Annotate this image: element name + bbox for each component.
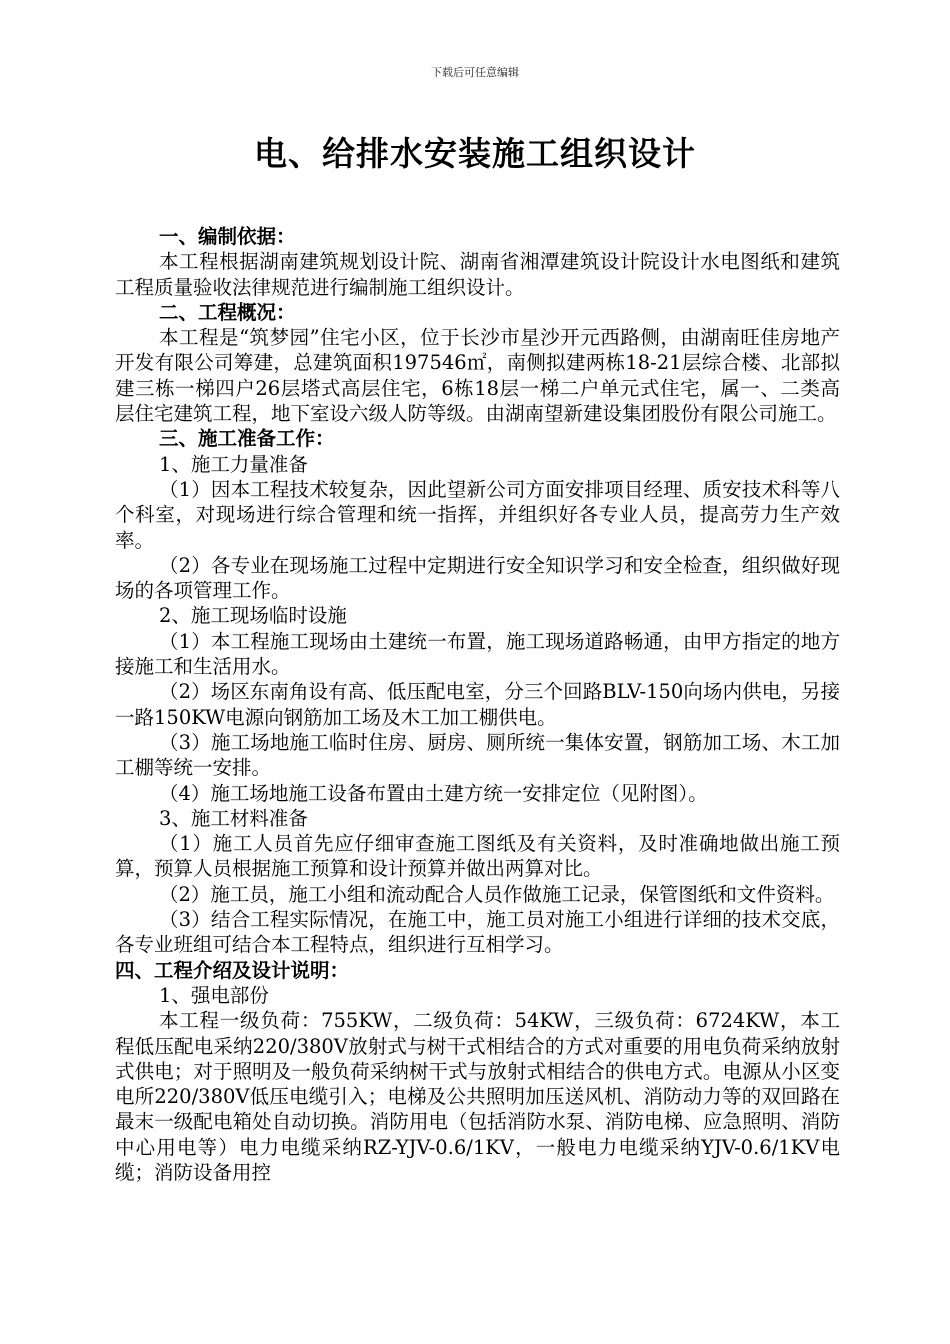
- paragraph: （2）场区东南角设有高、低压配电室，分三个回路BLV-150向场内供电，另接一路150KW电源向钢筋加工场及木工加工棚供电。: [115, 680, 840, 729]
- paragraph: 本工程是“筑梦园”住宅小区，位于长沙市星沙开元西路侧，由湖南旺佳房地产开发有限公司筹建，总建筑面积197546㎡，南侧拟建两栋18-21层综合楼、北部拟建三栋一梯四户26层塔式高层住宅，6栋18层一梯二户单元式住宅，属一、二类高层住宅建筑工程，地下室设六级人防等级。由湖南望新建设集团股份有限公司施工。: [115, 326, 840, 426]
- paragraph: （3）施工场地施工临时住房、厨房、厕所统一集体安置，钢筋加工场、木工加工棚等统一安排。: [115, 730, 840, 780]
- paragraph: （1）施工人员首先应仔细审查施工图纸及有关资料，及时准确地做出施工预算，预算人员根据施工预算和设计预算并做出两算对比。: [115, 832, 840, 881]
- subsection-heading: 3、施工材料准备: [159, 806, 308, 830]
- section-heading-design: 四、工程介绍及设计说明：: [115, 958, 350, 982]
- paragraph: （1）本工程施工现场由土建统一布置，施工现场道路畅通，由甲方指定的地方接施工和生活用水。: [115, 629, 840, 679]
- paragraph: 本工程根据湖南建筑规划设计院、湖南省湘潭建筑设计院设计水电图纸和建筑工程质量验收法律规范进行编制施工组织设计。: [115, 250, 840, 299]
- section-heading-overview: 二、工程概况：: [159, 300, 296, 324]
- subsection-heading: 1、施工力量准备: [159, 452, 308, 476]
- paragraph: （2）各专业在现场施工过程中定期进行安全知识学习和安全检查，组织做好现场的各项管理工作。: [115, 553, 840, 603]
- document-title: 电、给排水安装施工组织设计: [254, 134, 696, 173]
- paragraph: （1）因本工程技术较复杂，因此望新公司方面安排项目经理、质安技术科等八个科室，对现场进行综合管理和统一指挥，并组织好各专业人员，提高劳力生产效率。: [115, 477, 840, 552]
- section-heading-preparation: 三、施工准备工作：: [159, 427, 335, 451]
- section-heading-basis: 一、编制依据：: [159, 225, 296, 248]
- subsection-heading: 2、施工现场临时设施: [159, 604, 347, 628]
- paragraph: 本工程一级负荷：755KW，二级负荷：54KW，三级负荷：6724KW，本工程低压配电采纳220/380V放射式与树干式相结合的方式对重要的用电负荷采纳放射式供电；对于照明及一般负荷采纳树干式与放射式相结合的供电方式。电源从小区变电所220/380V低压电缆引入；电梯及公共照明加压送风机、消防动力等的双回路在最末一级配电箱处自动切换。消防用电（包括消防水泵、消防电梯、应急照明、消防中心用电等）电力电缆采纳RZ-YJV-0.6/1KV，一般电力电缆采纳YJV-0.6/1KV电缆；消防设备用控: [115, 1009, 840, 1184]
- paragraph: （2）施工员，施工小组和流动配合人员作做施工记录，保管图纸和文件资料。: [159, 882, 835, 906]
- paragraph: （3）结合工程实际情况，在施工中，施工员对施工小组进行详细的技术交底，各专业班组可结合本工程特点，组织进行互相学习。: [115, 908, 840, 957]
- document-body: [115, 224, 840, 1185]
- subsection-heading: 1、强电部份: [159, 983, 269, 1007]
- header-note: 下载后可任意编辑: [431, 66, 519, 79]
- paragraph: （4）施工场地施工设备布置由土建方统一安排定位（见附图）。: [159, 781, 708, 805]
